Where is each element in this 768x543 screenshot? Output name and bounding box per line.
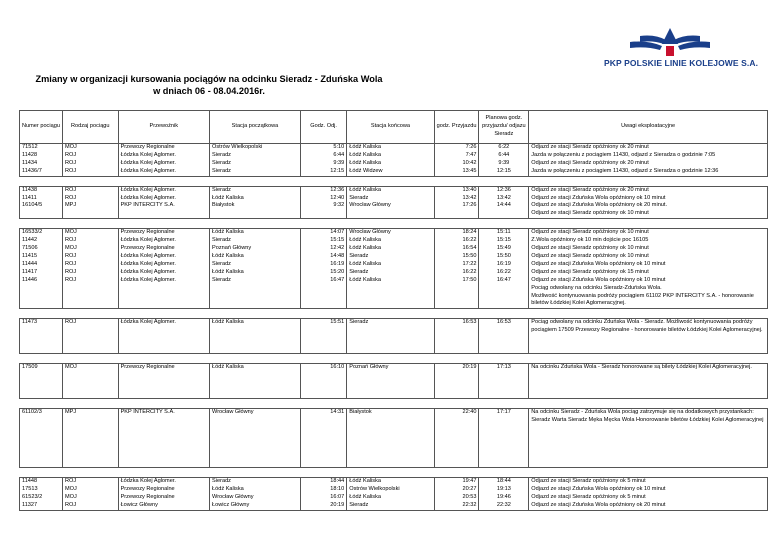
cell-stacja-konc: Sieradz [347, 502, 434, 510]
spacer-cell [20, 309, 768, 319]
cell-planowa: 12:15 [479, 168, 529, 176]
cell-uwagi: Odjazd ze stacji Sieradz opóźniony ok 20 minut [529, 186, 768, 194]
cell-numer: 17513 [20, 486, 63, 494]
cell-przyj: 20:53 [434, 494, 479, 502]
cell-przyj: 15:50 [434, 253, 479, 261]
cell-odj: 15:15 [300, 237, 346, 245]
document-subtitle: w dniach 06 - 08.04.2016r. [153, 86, 265, 96]
cell-odj: 16:10 [300, 364, 346, 399]
table-row [20, 486, 768, 494]
cell-numer: 11438 [20, 186, 63, 194]
cell-planowa: 16:53 [479, 319, 529, 354]
cell-planowa: 17:13 [479, 364, 529, 399]
cell-uwagi: Możliwość kontynuowania podróży pociągiem 61102 PKP INTERCITY S.A. - honorowanie biletów Łódzkiej Kolei Aglomeracyjnej. [529, 293, 768, 309]
cell-stacja-pocz: Wrocław Główny [210, 409, 301, 468]
cell-rodzaj: MOJ [62, 364, 118, 399]
empty-cell [20, 285, 63, 293]
cell-stacja-konc: Łódź Widzew [347, 168, 434, 176]
table-row [20, 261, 768, 269]
cell-uwagi: Odjazd ze stacji Sieradz opóźniony ok 5 minut [529, 478, 768, 486]
cell-uwagi: Jazda w połączeniu z pociągiem 11430, odjazd z Sieradza o godzinie 12:36 [529, 168, 768, 176]
cell-stacja-pocz: Łowicz Główny [210, 502, 301, 510]
cell-odj: 9:32 [300, 202, 346, 210]
cell-przewoznik: Przewozy Regionalne [118, 144, 209, 152]
cell-stacja-konc: Łódź Kaliska [347, 237, 434, 245]
cell-rodzaj: MOJ [62, 486, 118, 494]
cell-odj: 14:07 [300, 229, 346, 237]
cell-przyj: 16:22 [434, 237, 479, 245]
cell-stacja-konc: Sieradz [347, 269, 434, 277]
cell-rodzaj: MPJ [62, 202, 118, 210]
cell-planowa: 9:39 [479, 160, 529, 168]
empty-cell [210, 293, 301, 309]
cell-stacja-konc: Łódź Kaliska [347, 152, 434, 160]
cell-stacja-pocz: Sieradz [210, 478, 301, 486]
cell-numer: 61523/2 [20, 494, 63, 502]
cell-rodzaj: ROJ [62, 168, 118, 176]
table-row [20, 152, 768, 160]
cell-stacja-konc: Wrocław Główny [347, 202, 434, 210]
cell-przewoznik: PKP INTERCITY S.A. [118, 409, 209, 468]
cell-przyj: 13:40 [434, 186, 479, 194]
cell-rodzaj: ROJ [62, 237, 118, 245]
cell-przyj: 16:54 [434, 245, 479, 253]
table-row [20, 478, 768, 486]
cell-przyj: 22:32 [434, 502, 479, 510]
cell-numer: 11444 [20, 261, 63, 269]
table-row [20, 186, 768, 194]
cell-przyj: 13:45 [434, 168, 479, 176]
table-row [20, 502, 768, 510]
cell-stacja-pocz: Łódź Kaliska [210, 364, 301, 399]
cell-stacja-pocz: Łódź Kaliska [210, 229, 301, 237]
cell-planowa: 16:19 [479, 261, 529, 269]
cell-odj: 12:40 [300, 195, 346, 203]
cell-odj: 20:19 [300, 502, 346, 510]
spacer-cell [20, 219, 768, 229]
empty-cell [300, 285, 346, 293]
cell-uwagi: Pociąg odwołany na odcinku Zduńska Wola - Sieradz. Możliwość kontynuowania podróży pociągiem 17509 Przewozy Regionalne - honorowanie biletów Łódzkiej Kolei Aglomeracyjnej. [529, 319, 768, 354]
cell-stacja-konc: Łódź Kaliska [347, 186, 434, 194]
table-row [20, 409, 768, 468]
cell-przyj: 18:24 [434, 229, 479, 237]
cell-stacja-konc: Łódź Kaliska [347, 144, 434, 152]
cell-numer: 61102/3 [20, 409, 63, 468]
empty-cell [62, 285, 118, 293]
empty-cell [434, 293, 479, 309]
empty-cell [210, 285, 301, 293]
cell-rodzaj: ROJ [62, 195, 118, 203]
cell-uwagi: Jazda w połączeniu z pociągiem 11430, odjazd z Sieradza o godzinie 7:05 [529, 152, 768, 160]
cell-uwagi: Pociąg odwołany na odcinku Sieradz-Zduńska Wola. [529, 285, 768, 293]
cell-odj: 16:47 [300, 277, 346, 285]
cell-przyj: 16:22 [434, 269, 479, 277]
cell-rodzaj: ROJ [62, 253, 118, 261]
cell-stacja-pocz: Łódź Kaliska [210, 195, 301, 203]
cell-stacja-pocz: Wrocław Główny [210, 494, 301, 502]
cell-stacja-konc: Łódź Kaliska [347, 277, 434, 285]
table-row [20, 195, 768, 203]
document-title: Zmiany w organizacji kursowania pociągów na odcinku Sieradz - Zduńska Wola [35, 74, 383, 84]
cell-odj: 18:44 [300, 478, 346, 486]
cell-numer: 11446 [20, 277, 63, 285]
table-row [20, 245, 768, 253]
cell-rodzaj: MPJ [62, 409, 118, 468]
header-przewoznik: Przewoźnik [118, 111, 209, 144]
cell-stacja-pocz: Sieradz [210, 186, 301, 194]
cell-uwagi: Na odcinku Sieradz - Zduńska Wola pociąg zatrzymuje się na dodatkowych przystankach: Sieradz Warta Sieradz Męka Męcka Wola Honorowanie biletów Łódzkiej Kolei Aglomeracyjnej [529, 409, 768, 468]
table-row [20, 269, 768, 277]
cell-przyj: 17:50 [434, 277, 479, 285]
empty-cell [479, 285, 529, 293]
cell-rodzaj: ROJ [62, 261, 118, 269]
cell-stacja-konc: Łódź Kaliska [347, 245, 434, 253]
header-rodzaj: Rodzaj pociągu [62, 111, 118, 144]
empty-cell [20, 210, 63, 218]
note-row [20, 293, 768, 309]
cell-odj: 15:51 [300, 319, 346, 354]
table-row [20, 202, 768, 210]
empty-cell [210, 210, 301, 218]
empty-cell [62, 293, 118, 309]
cell-numer: 16533/2 [20, 229, 63, 237]
cell-stacja-konc: Sieradz [347, 253, 434, 261]
cell-stacja-konc: Poznań Główny [347, 364, 434, 399]
empty-cell [347, 293, 434, 309]
cell-uwagi: Odjazd ze stacji Sieradz opóźniony ok 20 minut [529, 160, 768, 168]
cell-numer: 11327 [20, 502, 63, 510]
cell-numer: 11415 [20, 253, 63, 261]
cell-odj: 14:31 [300, 409, 346, 468]
empty-cell [434, 285, 479, 293]
cell-rodzaj: MOJ [62, 494, 118, 502]
cell-przewoznik: PKP INTERCITY S.A. [118, 202, 209, 210]
cell-rodzaj: ROJ [62, 269, 118, 277]
cell-przewoznik: Łódzka Kolej Aglomer. [118, 277, 209, 285]
note-row [20, 285, 768, 293]
cell-numer: 16104/5 [20, 202, 63, 210]
cell-stacja-pocz: Łódź Kaliska [210, 253, 301, 261]
table-row [20, 364, 768, 399]
cell-przyj: 20:19 [434, 364, 479, 399]
cell-stacja-konc: Łódź Kaliska [347, 261, 434, 269]
cell-stacja-konc: Łódź Kaliska [347, 478, 434, 486]
cell-przyj: 13:42 [434, 195, 479, 203]
spacer-row [20, 468, 768, 478]
cell-przewoznik: Łódzka Kolej Aglomer. [118, 237, 209, 245]
cell-uwagi: Odjazd ze stacji Sieradz opóźniony ok 10 minut [529, 245, 768, 253]
spacer-row [20, 309, 768, 319]
table-row [20, 253, 768, 261]
cell-planowa: 16:47 [479, 277, 529, 285]
cell-odj: 15:20 [300, 269, 346, 277]
empty-cell [347, 285, 434, 293]
empty-cell [434, 210, 479, 218]
cell-planowa: 14:44 [479, 202, 529, 210]
empty-cell [300, 293, 346, 309]
cell-numer: 71512 [20, 144, 63, 152]
pkp-plk-logo-icon [600, 22, 740, 77]
cell-odj: 9:39 [300, 160, 346, 168]
empty-cell [300, 210, 346, 218]
cell-stacja-pocz: Ostrów Wielkopolski [210, 144, 301, 152]
table-row [20, 168, 768, 176]
cell-uwagi: Odjazd ze stacji Sieradz opóźniony ok 20 minut [529, 144, 768, 152]
cell-odj: 14:48 [300, 253, 346, 261]
cell-stacja-konc: Sieradz [347, 195, 434, 203]
cell-stacja-pocz: Sieradz [210, 160, 301, 168]
spacer-row [20, 219, 768, 229]
cell-odj: 16:07 [300, 494, 346, 502]
cell-przewoznik: Łódzka Kolej Aglomer. [118, 253, 209, 261]
cell-przewoznik: Łódzka Kolej Aglomer. [118, 195, 209, 203]
cell-numer: 11428 [20, 152, 63, 160]
table-header-row [20, 111, 768, 144]
cell-przewoznik: Przewozy Regionalne [118, 245, 209, 253]
cell-uwagi: Odjazd ze stacji Sieradz opóźniony ok 10 minut [529, 210, 768, 218]
cell-przyj: 17:22 [434, 261, 479, 269]
cell-przewoznik: Łódzka Kolej Aglomer. [118, 186, 209, 194]
train-schedule-table [19, 110, 768, 511]
header-godz-odj: Godz. Odj. [300, 111, 346, 144]
cell-uwagi: Odjazd ze stacji Zduńska Wola opóźniony ok 10 minut [529, 261, 768, 269]
cell-przewoznik: Przewozy Regionalne [118, 364, 209, 399]
cell-stacja-konc: Łódź Kaliska [347, 494, 434, 502]
cell-stacja-pocz: Łódź Kaliska [210, 486, 301, 494]
cell-planowa: 19:13 [479, 486, 529, 494]
cell-rodzaj: ROJ [62, 186, 118, 194]
cell-numer: 11434 [20, 160, 63, 168]
cell-przewoznik: Przewozy Regionalne [118, 486, 209, 494]
cell-planowa: 15:15 [479, 237, 529, 245]
cell-numer: 17509 [20, 364, 63, 399]
cell-uwagi: Odjazd ze stacji Sieradz opóźniony ok 5 minut [529, 494, 768, 502]
cell-rodzaj: ROJ [62, 160, 118, 168]
table-row [20, 494, 768, 502]
table-row [20, 277, 768, 285]
cell-stacja-konc: Sieradz [347, 319, 434, 354]
cell-przewoznik: Łódzka Kolej Aglomer. [118, 261, 209, 269]
cell-uwagi: Odjazd ze stacji Zduńska Wola opóźniony ok 20 minut [529, 502, 768, 510]
cell-stacja-pocz: Sieradz [210, 237, 301, 245]
cell-numer: 11473 [20, 319, 63, 354]
cell-odj: 12:15 [300, 168, 346, 176]
spacer-row [20, 399, 768, 409]
cell-przewoznik: Łódzka Kolej Aglomer. [118, 168, 209, 176]
logo-text: PKP POLSKIE LINIE KOLEJOWE S.A. [604, 58, 759, 68]
cell-uwagi: Odjazd ze stacji Sieradz opóźniony ok 10 minut [529, 229, 768, 237]
empty-cell [479, 293, 529, 309]
cell-planowa: 15:11 [479, 229, 529, 237]
spacer-cell [20, 468, 768, 478]
header-uwagi: Uwagi eksploatacyjne [529, 111, 768, 144]
cell-planowa: 12:36 [479, 186, 529, 194]
cell-stacja-pocz: Sieradz [210, 261, 301, 269]
cell-stacja-konc: Białystok [347, 409, 434, 468]
cell-rodzaj: ROJ [62, 319, 118, 354]
cell-przewoznik: Łowicz Główny [118, 502, 209, 510]
header-stacja-pocz: Stacja początkowa [210, 111, 301, 144]
cell-uwagi: Odjazd ze stacji Zduńska Wola opóźniony ok 10 minut [529, 277, 768, 285]
spacer-row [20, 176, 768, 186]
table-row [20, 160, 768, 168]
cell-przewoznik: Łódzka Kolej Aglomer. [118, 152, 209, 160]
cell-stacja-pocz: Sieradz [210, 277, 301, 285]
table-row [20, 144, 768, 152]
cell-planowa: 16:22 [479, 269, 529, 277]
cell-rodzaj: MOJ [62, 229, 118, 237]
cell-przewoznik: Przewozy Regionalne [118, 229, 209, 237]
header-stacja-konc: Stacja końcowa [347, 111, 434, 144]
cell-przewoznik: Łódzka Kolej Aglomer. [118, 160, 209, 168]
cell-rodzaj: ROJ [62, 277, 118, 285]
header-planowa: Planowa godz. przyjazdu/ odjazu Sieradz [479, 111, 529, 144]
cell-przyj: 10:42 [434, 160, 479, 168]
cell-stacja-pocz: Sieradz [210, 152, 301, 160]
cell-przewoznik: Przewozy Regionalne [118, 494, 209, 502]
cell-numer: 11417 [20, 269, 63, 277]
cell-uwagi: Z.Wola opóźniony ok 10 min dojście poc 16105 [529, 237, 768, 245]
spacer-cell [20, 399, 768, 409]
cell-rodzaj: ROJ [62, 478, 118, 486]
cell-stacja-konc: Wrocław Główny [347, 229, 434, 237]
empty-cell [20, 293, 63, 309]
cell-planowa: 15:49 [479, 245, 529, 253]
cell-odj: 12:36 [300, 186, 346, 194]
cell-odj: 12:42 [300, 245, 346, 253]
spacer-cell [20, 176, 768, 186]
spacer-cell [20, 354, 768, 364]
cell-odj: 16:19 [300, 261, 346, 269]
empty-cell [347, 210, 434, 218]
cell-przyj: 7:26 [434, 144, 479, 152]
cell-uwagi: Odjazd ze stacji Zduńska Wola opóźniony ok 10 minut [529, 195, 768, 203]
cell-rodzaj: ROJ [62, 502, 118, 510]
cell-przyj: 19:47 [434, 478, 479, 486]
cell-planowa: 6:44 [479, 152, 529, 160]
cell-stacja-konc: Łódź Kaliska [347, 160, 434, 168]
cell-planowa: 15:50 [479, 253, 529, 261]
cell-numer: 71506 [20, 245, 63, 253]
cell-numer: 11436/7 [20, 168, 63, 176]
cell-przewoznik: Łódzka Kolej Aglomer. [118, 478, 209, 486]
cell-rodzaj: MOJ [62, 144, 118, 152]
cell-przyj: 16:53 [434, 319, 479, 354]
cell-planowa: 17:17 [479, 409, 529, 468]
cell-odj: 18:10 [300, 486, 346, 494]
cell-numer: 11442 [20, 237, 63, 245]
cell-rodzaj: ROJ [62, 152, 118, 160]
empty-cell [62, 210, 118, 218]
cell-stacja-pocz: Poznań Główny [210, 245, 301, 253]
note-row [20, 210, 768, 218]
cell-planowa: 13:42 [479, 195, 529, 203]
spacer-row [20, 354, 768, 364]
cell-odj: 6:44 [300, 152, 346, 160]
cell-numer: 11411 [20, 195, 63, 203]
empty-cell [118, 293, 209, 309]
cell-planowa: 6:22 [479, 144, 529, 152]
cell-planowa: 19:46 [479, 494, 529, 502]
header-numer: Numer pociągu [20, 111, 63, 144]
cell-planowa: 22:32 [479, 502, 529, 510]
cell-stacja-pocz: Białystok [210, 202, 301, 210]
empty-cell [118, 285, 209, 293]
cell-numer: 11448 [20, 478, 63, 486]
cell-odj: 5:10 [300, 144, 346, 152]
cell-stacja-konc: Ostrów Wielkopolski [347, 486, 434, 494]
cell-uwagi: Na odcinku Zduńska Wola - Sieradz honorowane są bilety Łódzkiej Kolei Aglomeracyjnej. [529, 364, 768, 399]
empty-cell [118, 210, 209, 218]
cell-planowa: 18:44 [479, 478, 529, 486]
empty-cell [479, 210, 529, 218]
cell-stacja-pocz: Łódź Kaliska [210, 269, 301, 277]
cell-stacja-pocz: Sieradz [210, 168, 301, 176]
cell-przyj: 20:27 [434, 486, 479, 494]
cell-uwagi: Odjazd ze stacji Sieradz opóźniony ok 15 minut [529, 269, 768, 277]
table-row [20, 229, 768, 237]
cell-rodzaj: MOJ [62, 245, 118, 253]
cell-przewoznik: Łódzka Kolej Aglomer. [118, 319, 209, 354]
cell-przyj: 17:26 [434, 202, 479, 210]
cell-uwagi: Odjazd ze stacji Zduńska Wola opóźniony ok 20 minut. [529, 202, 768, 210]
cell-uwagi: Odjazd ze stacji Sieradz opóźniony ok 10 minut [529, 253, 768, 261]
cell-przyj: 22:40 [434, 409, 479, 468]
cell-przewoznik: Łódzka Kolej Aglomer. [118, 269, 209, 277]
table-row [20, 237, 768, 245]
cell-stacja-pocz: Łódź Kaliska [210, 319, 301, 354]
table-row [20, 319, 768, 354]
cell-uwagi: Odjazd ze stacji Zduńska Wola opóźniony ok 10 minut [529, 486, 768, 494]
cell-przyj: 7:47 [434, 152, 479, 160]
header-godz-przyj: godz. Przyjazdu [434, 111, 479, 144]
